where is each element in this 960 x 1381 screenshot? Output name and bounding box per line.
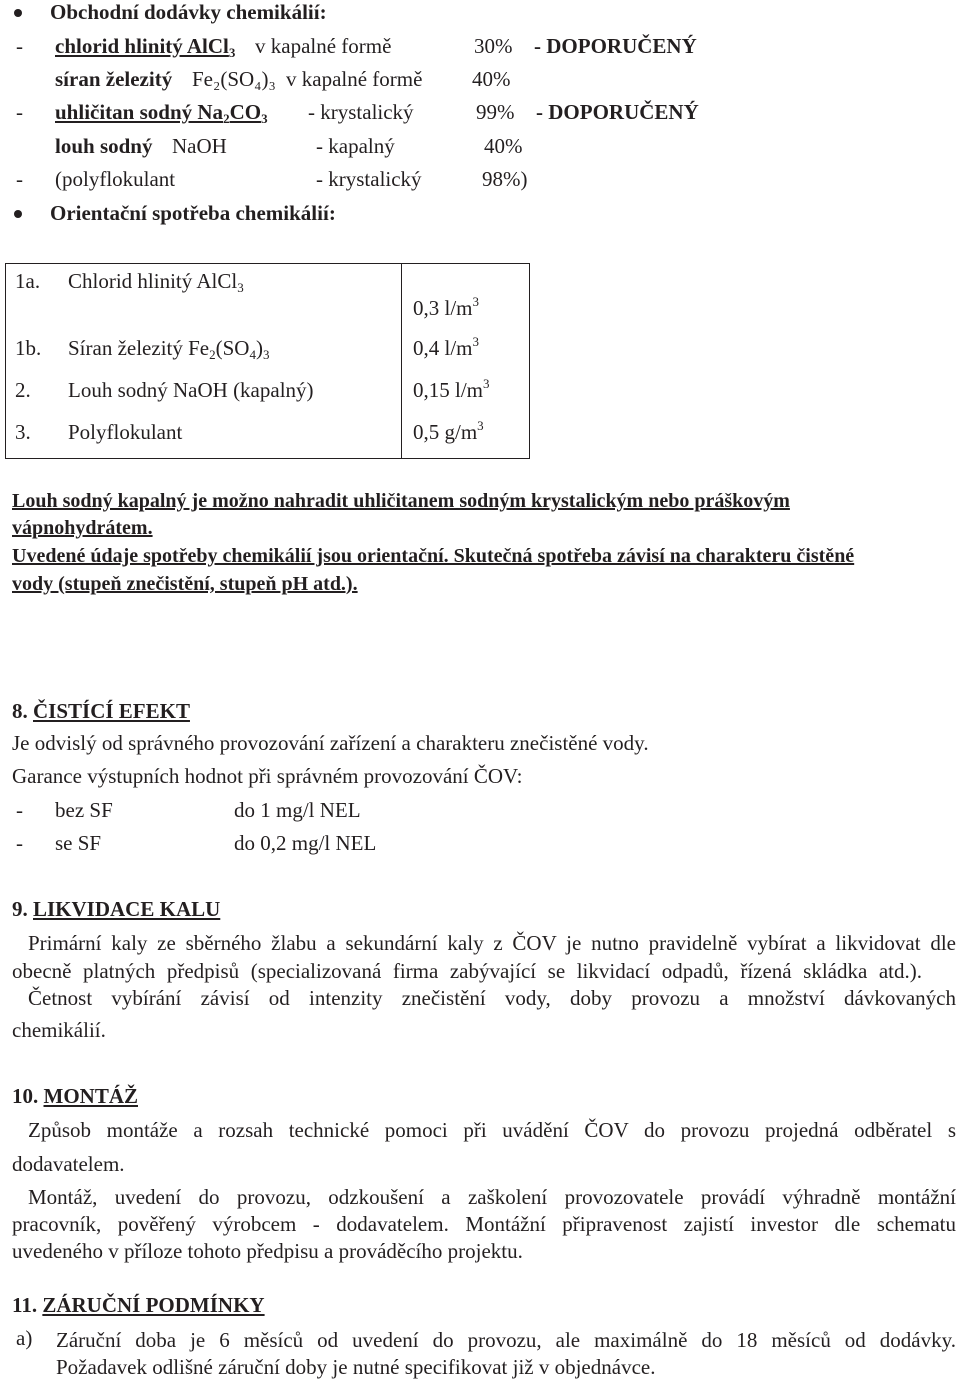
table-row-number: 3. — [15, 420, 31, 444]
section-heading: 11. ZÁRUČNÍ PODMÍNKY — [12, 1293, 265, 1317]
table-row-value: 0,4 $l/m^3$ — [413, 334, 480, 360]
supply-concentration: 40% — [472, 67, 511, 91]
supply-dash: - — [16, 167, 23, 191]
supplies-heading: Obchodní dodávky chemikálií: — [50, 0, 327, 24]
bullet-icon — [14, 9, 22, 17]
section-heading: 8. ČISTÍCÍ EFEKT — [12, 699, 190, 723]
supply-recommended-note: - DOPORUČENÝ — [534, 34, 697, 58]
list-item-dash: - — [16, 831, 23, 855]
note-line: vápnohydrátem. — [12, 517, 153, 539]
supply-concentration: 30% — [474, 34, 513, 58]
paragraph-line: Požadavek odlišné záruční doby je nutné specifikovat již v objednávce. — [56, 1355, 656, 1379]
note-line: Uvedené údaje spotřeby chemikálií jsou orientační. Skutečná spotřeba závisí na charakteru čistěné — [12, 545, 855, 567]
supply-name: chlorid hlinitý AlCl$_3$ — [55, 34, 236, 60]
list-item-value: do 1 mg/l NEL — [234, 798, 361, 822]
paragraph-line: pracovník, pověřený výrobcem - dodavatelem. Montážní připravenost zajistí investor dle schematu — [12, 1212, 956, 1236]
supply-name: (polyflokulant — [55, 167, 176, 191]
paragraph-line: obecně platných předpisů (specializovaná firma zabývající se likvidací odpadů, řízená skládka atd.). — [12, 959, 922, 983]
table-divider — [401, 264, 402, 458]
supply-formula: Fe₂(SO₄)₃ — [192, 67, 276, 91]
paragraph-line: Montáž, uvedení do provozu, odzkoušení a zaškolení provozovatele provádí výhradně montážní — [28, 1185, 956, 1209]
table-row-name: Polyflokulant — [68, 420, 183, 444]
table-row-number: 1b. — [15, 336, 42, 360]
section-heading: 9. LIKVIDACE KALU — [12, 897, 221, 921]
paragraph-line: Primární kaly ze sběrného žlabu a sekundární kaly z ČOV je nutno pravidelně vybírat a likvidovat dle — [28, 931, 956, 955]
supply-name: síran železitý — [55, 67, 173, 91]
paragraph: Garance výstupních hodnot při správném provozování ČOV: — [12, 764, 523, 788]
supply-dash: - — [16, 100, 23, 124]
supply-concentration: 40% — [484, 134, 523, 158]
supply-name: uhličitan sodný $Na_2CO_3$ — [55, 100, 268, 126]
list-item-label: bez SF — [55, 798, 113, 822]
section-heading: 10. MONTÁŽ — [12, 1084, 138, 1108]
table-row-name: Síran železitý $Fe_2(SO_4)_3$ — [68, 336, 270, 362]
supply-form: v kapalné formě — [255, 34, 392, 58]
paragraph-line: Způsob montáže a rozsah technické pomoci při uvádění ČOV do provozu projedná odběratel s — [28, 1118, 956, 1142]
note-line: vody (stupeň znečistění, stupeň pH atd.). — [12, 573, 358, 595]
table-row-number: 2. — [15, 378, 31, 402]
paragraph-line: Záruční doba je 6 měsíců od uvedení do provozu, ale maximálně do 18 měsíců od dodávky. — [56, 1328, 956, 1352]
supply-recommended-note: - DOPORUČENÝ — [536, 100, 699, 124]
table-row-name: Chlorid hlinitý AlCl$_3$ — [68, 269, 244, 295]
table-row-value: 0,15 $l/m^3$ — [413, 376, 490, 402]
paragraph: Je odvislý od správného provozování zařízení a charakteru znečistěné vody. — [12, 731, 649, 755]
bullet-icon — [14, 210, 22, 218]
paragraph-line: dodavatelem. — [12, 1152, 125, 1176]
table-row-number: 1a. — [15, 269, 41, 293]
consumption-table — [5, 263, 530, 459]
table-row-value: 0,5 $g/m^3$ — [413, 418, 484, 444]
paragraph-line: chemikálií. — [12, 1018, 106, 1042]
supply-form: v kapalné formě — [286, 67, 423, 91]
list-item-dash: - — [16, 798, 23, 822]
list-item-label: se SF — [55, 831, 102, 855]
supply-concentration: 98%) — [482, 167, 528, 191]
paragraph-line: uvedeného v příloze tohoto předpisu a prováděcího projektu. — [12, 1239, 523, 1263]
supply-form: - kapalný — [316, 134, 395, 158]
list-item-value: do 0,2 mg/l NEL — [234, 831, 377, 855]
supply-form: - krystalický — [316, 167, 422, 191]
supply-name: louh sodný — [55, 134, 153, 158]
note-line: Louh sodný kapalný je možno nahradit uhličitanem sodným krystalickým nebo práškovým — [12, 490, 790, 512]
supply-form: - krystalický — [308, 100, 414, 124]
consumption-heading: Orientační spotřeba chemikálií: — [50, 201, 336, 225]
list-item-marker: a) — [16, 1326, 33, 1350]
paragraph-line: Četnost vybírání závisí od intenzity znečistění vody, doby provozu a množství dávkovaných — [28, 986, 956, 1010]
supply-formula: NaOH — [172, 134, 227, 158]
table-row-name: Louh sodný NaOH (kapalný) — [68, 378, 314, 402]
table-row-value: 0,3 $l/m^3$ — [413, 294, 480, 320]
supply-concentration: 99% — [476, 100, 515, 124]
supply-dash: - — [16, 34, 23, 58]
